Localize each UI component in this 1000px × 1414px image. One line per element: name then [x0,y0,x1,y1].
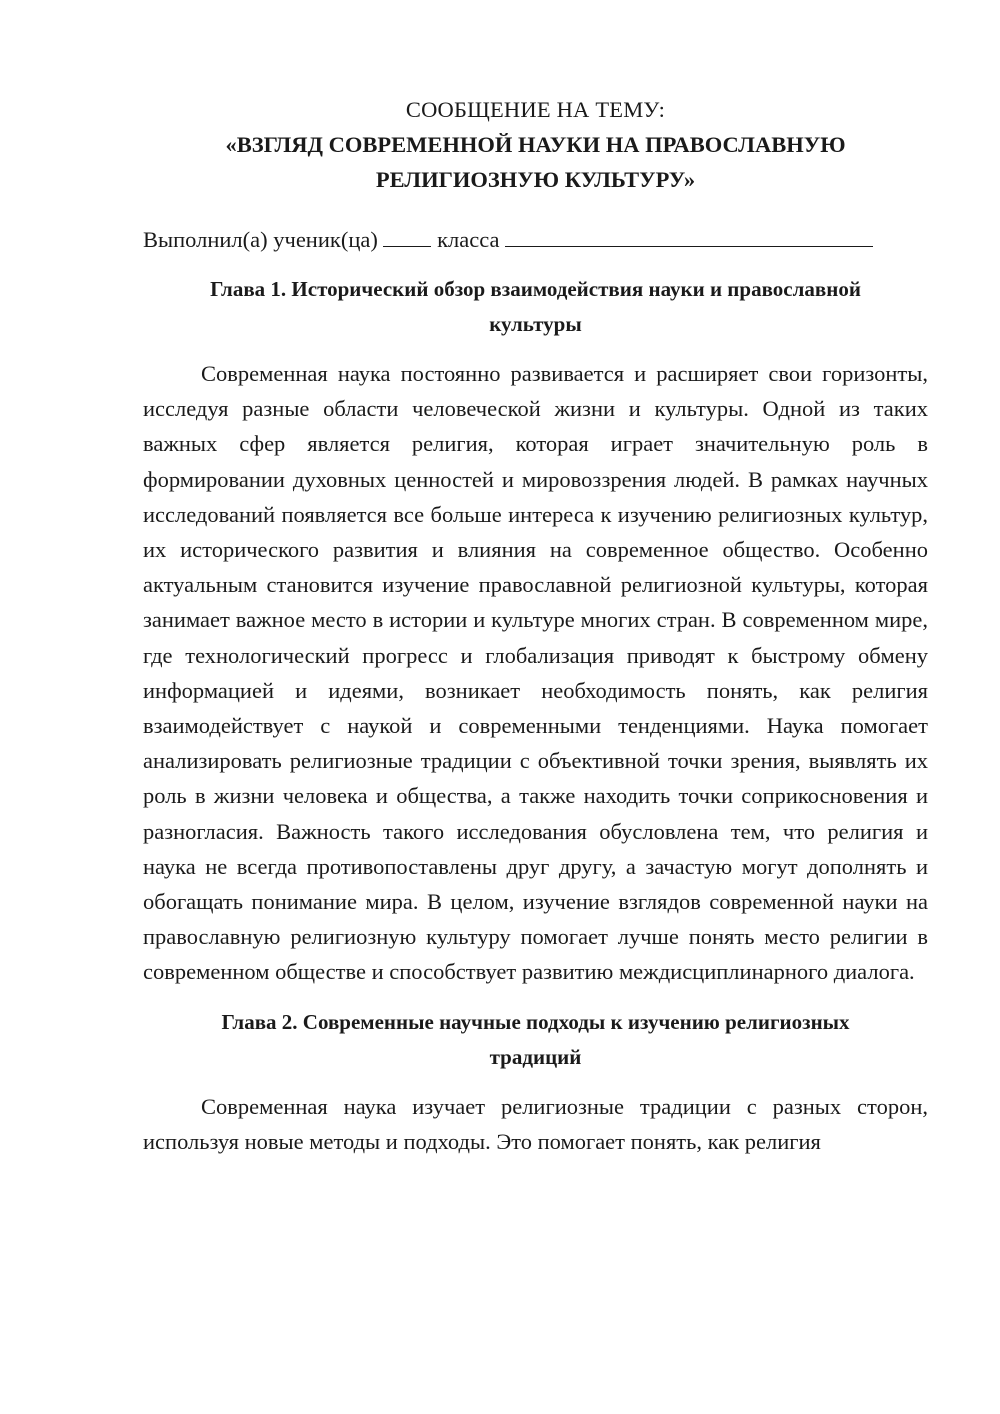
student-name-blank[interactable] [505,224,873,247]
document-page [143,92,928,1159]
chapter-1-title: Глава 1. Исторический обзор взаимодействия науки и православной культуры [210,277,861,336]
document-header: СООБЩЕНИЕ НА ТЕМУ: [405,97,666,122]
chapter-2-title: Глава 2. Современные научные подходы к изучению религиозных традиций [221,1009,850,1069]
class-label: класса [437,227,500,252]
chapter-1-paragraph: Современная наука постоянно развивается и расширяет свои горизонты, исследуя разные области человеческой жизни и культуры. Одной из таких важных сфер является религия, которая играет значительную роль в формировании духовных ценностей и мировоззрения людей. В рамках научных исследований появляется все больше интереса к изучению религиозных культур, их исторического развития и влияния на современное общество. Особенно актуальным становится изучение православной религиозной культуры, которая занимает важное место в истории и культуре многих стран. В современном мире, где технологический прогресс и глобализация приводят к быстрому обмену информацией и идеями, возникает необходимость понять, как религия взаимодействует с наукой и современными тенденциями. Наука помогает анализировать религиозные традиции с объективной точки зрения, выявлять их роль в жизни человека и общества, а также находить точки соприкосновения и разногласия. Важность такого исследования обусловлена тем, что религия и наука не всегда противопоставлены друг другу, а зачастую могут дополнять и обогащать понимание мира. В целом, изучение взглядов современной науки на православную религиозную культуру помогает лучше понять место религии в современном обществе и способствует развитию междисциплинарного диалога. [143,361,928,985]
author-line [143,222,928,257]
document-title: «ВЗГЛЯД СОВРЕМЕННОЙ НАУКИ НА ПРАВОСЛАВНУЮ РЕЛИГИОЗНУЮ КУЛЬТУРУ» [225,132,846,192]
author-label: Выполнил(а) ученик(ца) [143,227,378,252]
class-number-blank[interactable] [383,224,431,247]
chapter-2-paragraph: Современная наука изучает религиозные традиции с разных сторон, используя новые методы и подходы. Это помогает понять, как религия [143,1093,928,1154]
